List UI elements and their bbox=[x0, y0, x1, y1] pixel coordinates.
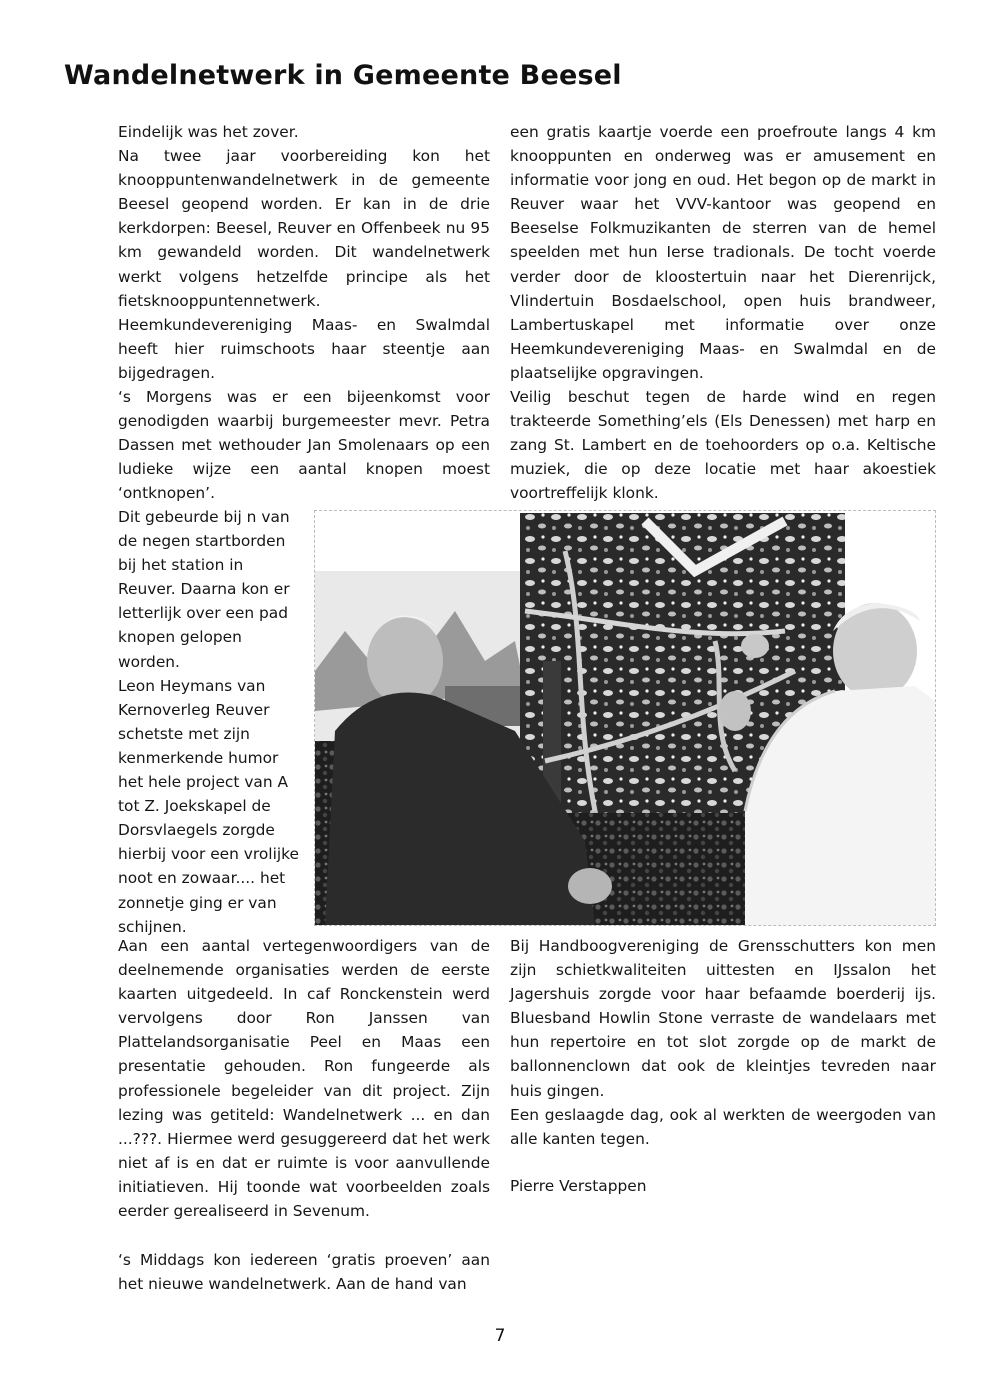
page-number: 7 bbox=[494, 1326, 506, 1346]
author-signature: Pierre Verstappen bbox=[510, 1176, 647, 1195]
paragraph: Aan een aantal vertegenwoordigers van de deelnemende organisaties werden de eerste kaarten uitgedeeld. In caf Ronckenstein werd vervolgens door Ron Janssen van Plattelandsorganisatie Peel en Maas een presentatie gehouden. Ron fungeerde als professionele begeleider van dit project. Zijn lezing was getiteld: Wandelnetwerk ... en dan ...???. Hiermee werd gesuggereerd dat het werk niet af is en dat er ruimte is voor aanvullende initiatieven. Hij toonde wat voorbeelden zoals eerder gerealiseerd in Sevenum. bbox=[118, 937, 490, 1221]
paragraph: Veilig beschut tegen de harde wind en regen trakteerde Something’els (Els Denessen) met harp en zang St. Lambert en de toehoorders op o.a. Keltische muziek, die op deze locatie met haar akoestiek voortreffelijk klonk. bbox=[510, 388, 936, 503]
paragraph: Eindelijk was het zover. bbox=[118, 123, 299, 141]
column-left-top bbox=[118, 120, 490, 506]
paragraph: Een geslaagde dag, ook al werkten de weergoden van alle kanten tegen. bbox=[510, 1105, 936, 1148]
article-photo bbox=[314, 510, 936, 926]
column-left-last bbox=[118, 1248, 490, 1296]
column-right-top bbox=[510, 120, 936, 506]
paragraph: Bij Handboogvereniging de Grensschutters kon men zijn schietkwaliteiten uittesten en IJssalon het Jagershuis zorgde voor haar befaamde boerderij ijs. Bluesband Howlin Stone verraste de wandelaars met hun repertoire en tot slot zorgde op de markt de ballonnenclown dat ook de kleintjes tevreden naar huis gingen. bbox=[510, 937, 936, 1100]
article-title: Wandelnetwerk in Gemeente Beesel bbox=[64, 60, 622, 91]
column-left-narrow bbox=[118, 505, 300, 939]
paragraph: ‘s Middags kon iedereen ‘gratis proeven’ aan het nieuwe wandelnetwerk. Aan de hand van bbox=[118, 1251, 490, 1294]
paragraph: Dit gebeurde bij n van de negen startborden bij het station in Reuver. Daarna kon er letterlijk over een pad knopen gelopen worden. bbox=[118, 508, 290, 671]
paragraph: een gratis kaartje voerde een proefroute langs 4 km knooppunten en onderweg was er amusement en informatie voor jong en oud. Het begon op de markt in Reuver waar het VVV-kantoor was geopend en Beeselse Folkmuzikanten de sterren van de hemel speelden met hun Ierse tradionals. De tocht voerde verder door de kloostertuin naar het Dierenrijck, Vlindertuin Bosdaelschool, open huis brandweer, Lambertuskapel met informatie over onze Heemkundevereniging Maas- en Swalmdal en de plaatselijke opgravingen. bbox=[510, 123, 936, 382]
paragraph: Na twee jaar voorbereiding kon het knooppuntenwandelnetwerk in de gemeente Beesel geopend worden. Er kan in de drie kerkdorpen: Beesel, Reuver en Offenbeek nu 95 km gewandeld worden. Dit wandelnetwerk werkt volgens hetzelfde principe als het fietsknooppuntennetwerk. Heemkundevereniging Maas- en Swalmdal heeft hier ruimschoots haar steentje aan bijgedragen. bbox=[118, 147, 490, 382]
column-right-bottom bbox=[510, 934, 936, 1198]
paragraph: ‘s Morgens was er een bijeenkomst voor genodigden waarbij burgemeester mevr. Petra Dassen met wethouder Jan Smolenaars op een ludieke wijze een aantal knopen moest ‘ontknopen’. bbox=[118, 388, 490, 503]
column-left-bottom bbox=[118, 934, 490, 1223]
paragraph: Leon Heymans van Kernoverleg Reuver schetste met zijn kenmerkende humor het hele project van A tot Z. Joekskapel de Dorsvlaegels zorgde hierbij voor een vrolijke noot en zowaar.... het zonnetje ging er van schijnen. bbox=[118, 676, 299, 936]
photo-illustration bbox=[315, 511, 935, 925]
